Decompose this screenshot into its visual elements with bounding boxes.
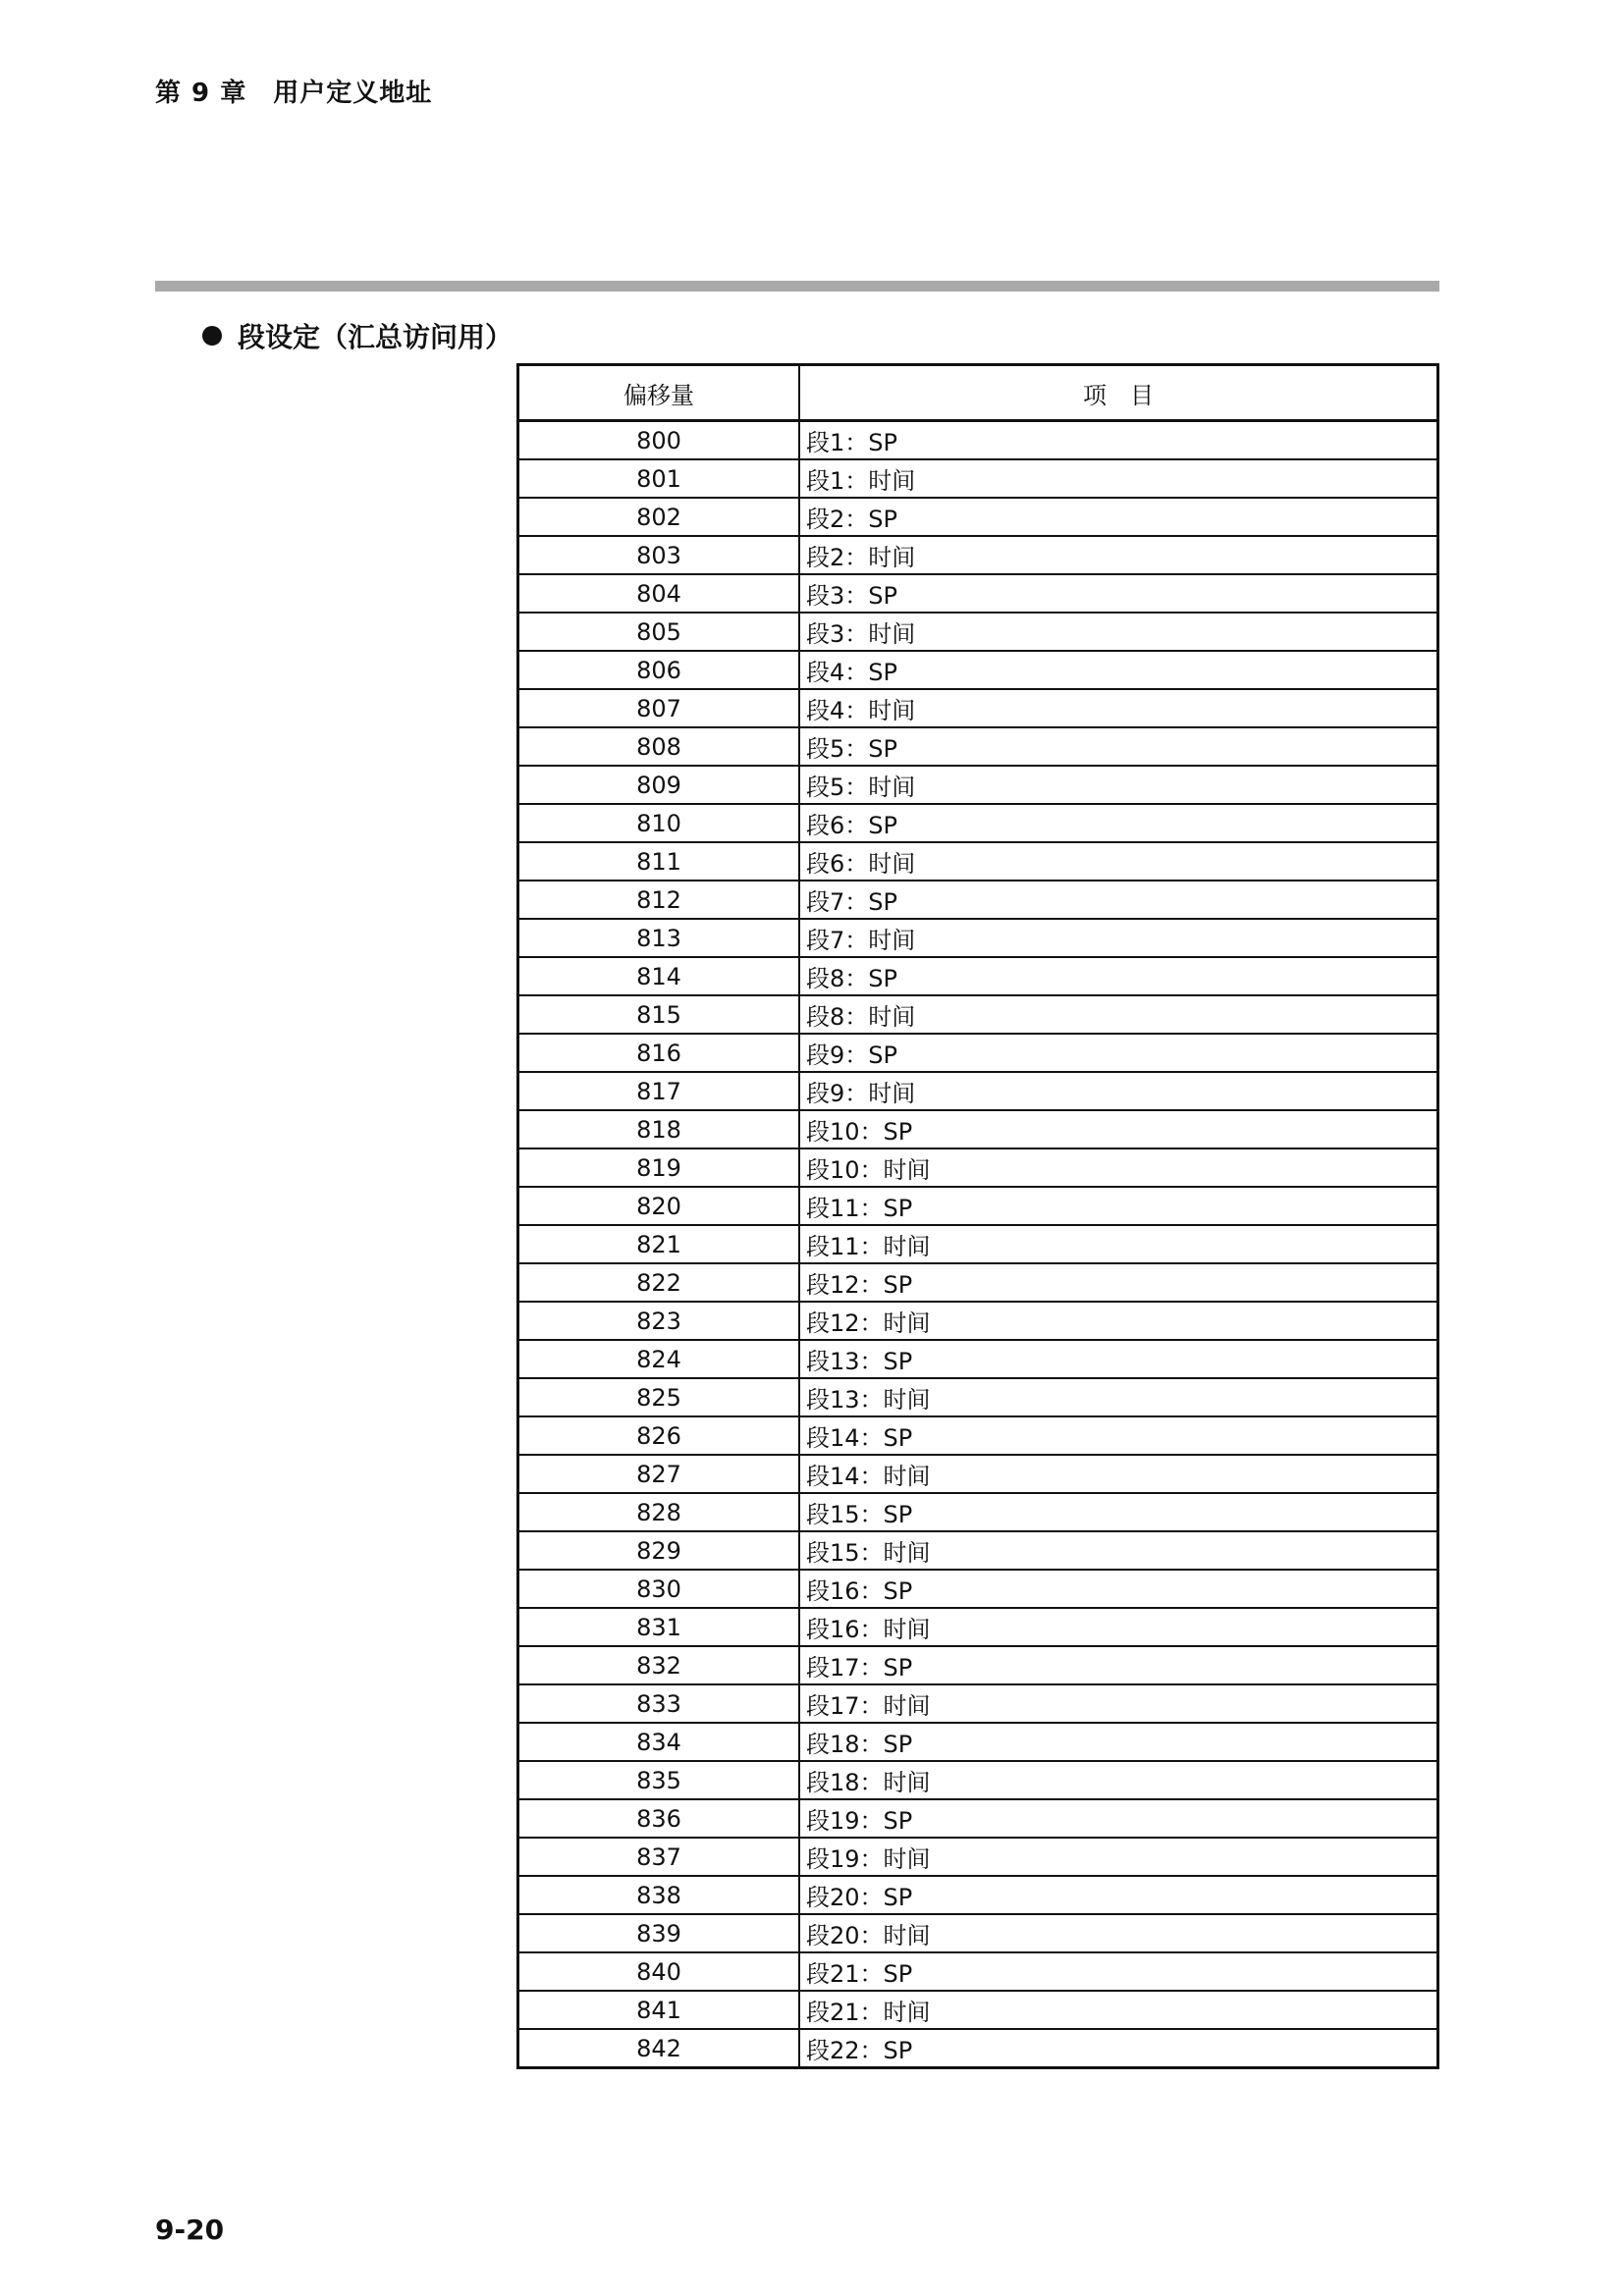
section-heading	[202, 316, 513, 355]
item-cell: 段11：SP	[799, 1187, 1438, 1225]
page-number: 9-20	[155, 2214, 225, 2246]
offset-cell: 805	[518, 613, 800, 651]
offset-cell: 811	[518, 842, 800, 881]
item-cell: 段3：时间	[799, 613, 1438, 651]
offset-cell: 838	[518, 1876, 800, 1914]
item-cell: 段5：SP	[799, 727, 1438, 766]
offset-cell: 801	[518, 459, 800, 498]
table-row	[518, 1952, 1438, 1991]
offset-cell: 842	[518, 2029, 800, 2068]
table-row	[518, 1761, 1438, 1799]
table-row	[518, 1416, 1438, 1455]
item-cell: 段3：SP	[799, 574, 1438, 613]
offset-cell: 820	[518, 1187, 800, 1225]
table-body	[518, 421, 1438, 2068]
bullet-icon	[202, 326, 222, 346]
item-cell: 段18：SP	[799, 1723, 1438, 1761]
item-cell: 段20：SP	[799, 1876, 1438, 1914]
table-row	[518, 1646, 1438, 1684]
item-cell: 段16：SP	[799, 1570, 1438, 1608]
table-row	[518, 1034, 1438, 1072]
offset-cell: 815	[518, 995, 800, 1034]
table-row	[518, 1914, 1438, 1952]
table-row	[518, 1838, 1438, 1876]
table-row	[518, 459, 1438, 498]
offset-cell: 802	[518, 498, 800, 536]
section-divider	[155, 281, 1439, 292]
table-row	[518, 1876, 1438, 1914]
table-row	[518, 651, 1438, 689]
table-row	[518, 842, 1438, 881]
item-cell: 段16：时间	[799, 1608, 1438, 1646]
item-cell: 段10：SP	[799, 1110, 1438, 1148]
item-cell: 段6：SP	[799, 804, 1438, 842]
table-row	[518, 727, 1438, 766]
offset-cell: 804	[518, 574, 800, 613]
offset-cell: 840	[518, 1952, 800, 1991]
item-cell: 段1：SP	[799, 421, 1438, 460]
item-cell: 段14：时间	[799, 1455, 1438, 1493]
table-row	[518, 957, 1438, 995]
table-row	[518, 574, 1438, 613]
item-cell: 段18：时间	[799, 1761, 1438, 1799]
item-cell: 段14：SP	[799, 1416, 1438, 1455]
table-row	[518, 1187, 1438, 1225]
offset-cell: 808	[518, 727, 800, 766]
offset-cell: 825	[518, 1378, 800, 1416]
offset-cell: 807	[518, 689, 800, 727]
item-cell: 段22：SP	[799, 2029, 1438, 2068]
item-cell: 段6：时间	[799, 842, 1438, 881]
item-cell: 段8：时间	[799, 995, 1438, 1034]
table-row	[518, 881, 1438, 919]
item-cell: 段15：SP	[799, 1493, 1438, 1531]
table-row	[518, 766, 1438, 804]
table-row	[518, 613, 1438, 651]
table-row	[518, 919, 1438, 957]
item-cell: 段13：SP	[799, 1340, 1438, 1378]
table-row	[518, 1684, 1438, 1723]
offset-cell: 826	[518, 1416, 800, 1455]
item-cell: 段4：SP	[799, 651, 1438, 689]
offset-cell: 839	[518, 1914, 800, 1952]
table-row	[518, 536, 1438, 574]
column-header-item: 项 目	[799, 365, 1438, 421]
offset-cell: 814	[518, 957, 800, 995]
offset-cell: 812	[518, 881, 800, 919]
section-title: 段设定（汇总访问用）	[238, 321, 514, 353]
item-cell: 段15：时间	[799, 1531, 1438, 1570]
table-row	[518, 1340, 1438, 1378]
item-cell: 段2：时间	[799, 536, 1438, 574]
item-cell: 段5：时间	[799, 766, 1438, 804]
offset-cell: 817	[518, 1072, 800, 1110]
item-cell: 段12：时间	[799, 1302, 1438, 1340]
table-row	[518, 1263, 1438, 1302]
offset-cell: 835	[518, 1761, 800, 1799]
item-cell: 段11：时间	[799, 1225, 1438, 1263]
table-row	[518, 1723, 1438, 1761]
table-row	[518, 1455, 1438, 1493]
table-row	[518, 1799, 1438, 1838]
table-row	[518, 1225, 1438, 1263]
table-row	[518, 689, 1438, 727]
offset-cell: 827	[518, 1455, 800, 1493]
chapter-header: 第 9 章 用户定义地址	[155, 79, 433, 108]
offset-cell: 800	[518, 421, 800, 460]
offset-cell: 841	[518, 1991, 800, 2029]
offset-cell: 819	[518, 1148, 800, 1187]
item-cell: 段2：SP	[799, 498, 1438, 536]
item-cell: 段7：时间	[799, 919, 1438, 957]
offset-cell: 830	[518, 1570, 800, 1608]
table-header-row	[518, 365, 1438, 421]
item-cell: 段7：SP	[799, 881, 1438, 919]
table-row	[518, 995, 1438, 1034]
table-row	[518, 1493, 1438, 1531]
offset-cell: 833	[518, 1684, 800, 1723]
offset-cell: 834	[518, 1723, 800, 1761]
offset-cell: 824	[518, 1340, 800, 1378]
table-row	[518, 1302, 1438, 1340]
table-row	[518, 1608, 1438, 1646]
item-cell: 段20：时间	[799, 1914, 1438, 1952]
offset-cell: 822	[518, 1263, 800, 1302]
item-cell: 段17：时间	[799, 1684, 1438, 1723]
table-row	[518, 1378, 1438, 1416]
item-cell: 段17：SP	[799, 1646, 1438, 1684]
item-cell: 段9：SP	[799, 1034, 1438, 1072]
table-row	[518, 1531, 1438, 1570]
offset-cell: 806	[518, 651, 800, 689]
table-row	[518, 1148, 1438, 1187]
offset-cell: 832	[518, 1646, 800, 1684]
table-row	[518, 421, 1438, 460]
offset-cell: 803	[518, 536, 800, 574]
offset-cell: 810	[518, 804, 800, 842]
offset-cell: 809	[518, 766, 800, 804]
offset-cell: 813	[518, 919, 800, 957]
offset-cell: 829	[518, 1531, 800, 1570]
item-cell: 段4：时间	[799, 689, 1438, 727]
offset-cell: 818	[518, 1110, 800, 1148]
column-header-offset: 偏移量	[518, 365, 800, 421]
table-row	[518, 1991, 1438, 2029]
item-cell: 段8：SP	[799, 957, 1438, 995]
item-cell: 段19：时间	[799, 1838, 1438, 1876]
table-row	[518, 1110, 1438, 1148]
table-row	[518, 498, 1438, 536]
offset-cell: 828	[518, 1493, 800, 1531]
address-table	[516, 363, 1439, 2069]
item-cell: 段12：SP	[799, 1263, 1438, 1302]
item-cell: 段13：时间	[799, 1378, 1438, 1416]
item-cell: 段9：时间	[799, 1072, 1438, 1110]
item-cell: 段10：时间	[799, 1148, 1438, 1187]
offset-cell: 823	[518, 1302, 800, 1340]
table-row	[518, 804, 1438, 842]
offset-cell: 821	[518, 1225, 800, 1263]
item-cell: 段19：SP	[799, 1799, 1438, 1838]
offset-cell: 831	[518, 1608, 800, 1646]
table-row	[518, 2029, 1438, 2068]
offset-cell: 836	[518, 1799, 800, 1838]
item-cell: 段1：时间	[799, 459, 1438, 498]
table-row	[518, 1570, 1438, 1608]
offset-cell: 816	[518, 1034, 800, 1072]
table-row	[518, 1072, 1438, 1110]
offset-cell: 837	[518, 1838, 800, 1876]
item-cell: 段21：时间	[799, 1991, 1438, 2029]
item-cell: 段21：SP	[799, 1952, 1438, 1991]
